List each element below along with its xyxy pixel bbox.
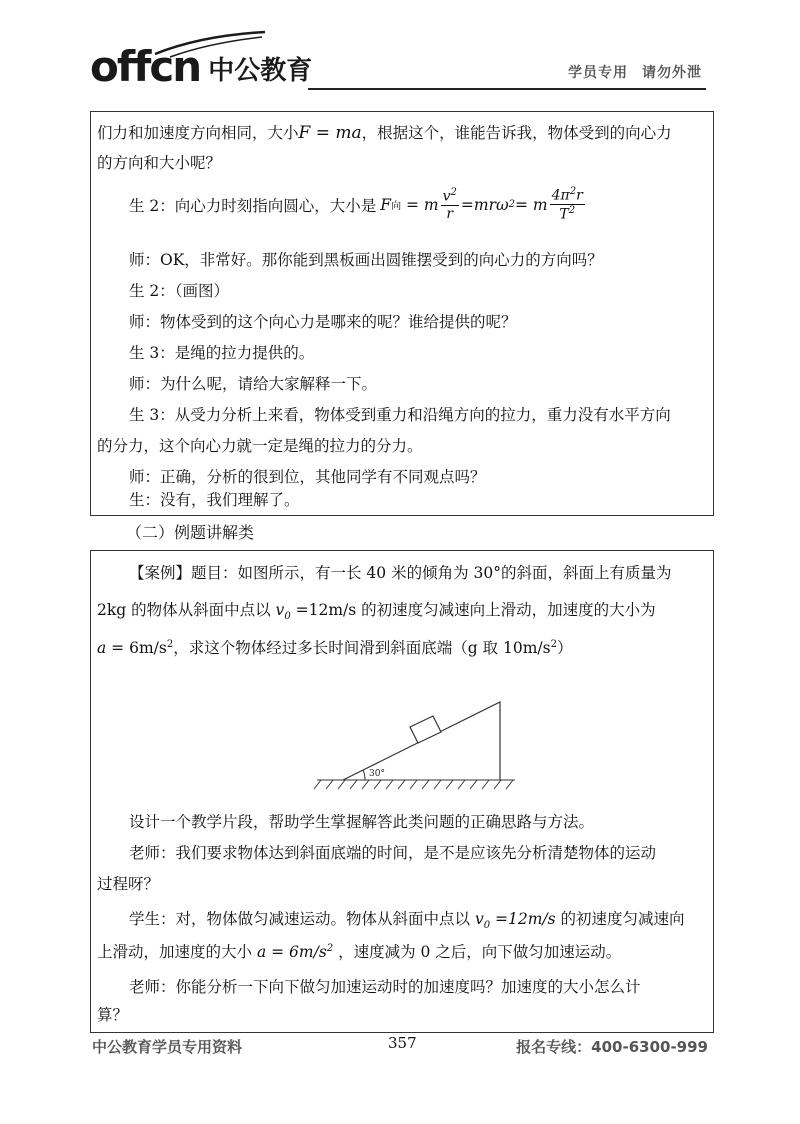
centripetal-formula: F 向 = m $\frac{v^2}{r}$ =mrω 2 = m $\frac{4\pi^2r}{T^2}$ [380,186,583,224]
box1-line-12: 生：没有，我们理解了。 [129,491,300,509]
box1-line-6: 师：物体受到的这个向心力是哪来的呢？谁给提供的呢？ [129,313,517,331]
box1-line-5: 生 2：（画图） [129,282,230,300]
header-tags [568,62,702,82]
section-title: （二）例题讲解类 [126,523,255,542]
box1-line-8: 师：为什么呢，请给大家解释一下。 [129,375,378,393]
box1-line-4: 师：OK，非常好。那你能到黑板画出圆锥摆受到的向心力的方向吗？ [129,251,603,269]
formula-f-ma: F = ma [298,123,362,143]
formula-a: a [97,639,107,657]
box1-line-3: 生 2：向心力时刻指向圆心，大小是 F 向 = m $\frac{v^2}{r}$ =mrω 2 = m $\frac{4\pi^2r}{T^2}$ [129,186,587,224]
box2-line-7: 学生：对，物体做匀减速运动。物体从斜面中点以 $v_0 =12m/s$ 的初速度匀减速向 [129,910,685,932]
box2-line-10: 算？ [97,1006,129,1024]
incline-diagram [225,692,525,797]
box1-line-7: 生 3：是绳的拉力提供的。 [129,344,315,362]
page-header [90,34,706,92]
page-number: 357 [388,1034,417,1052]
box1-line-11: 师：正确，分析的很到位，其他同学有不同观点吗？ [129,468,486,486]
angle-arc [363,770,365,780]
angle-label: 30° [369,769,385,779]
sliding-block [410,716,441,743]
tag-student-only: 学员专用 [568,65,628,81]
footer-hotline: 报名专线：400-6300-999 [516,1038,708,1056]
box2-line-4: 设计一个教学片段，帮助学生掌握解答此类问题的正确思路与方法。 [129,813,595,831]
formula-v0-2: $v_0 =12m/s$ [474,910,556,932]
box1-line-10: 的分力，这个向心力就一定是绳的拉力的分力。 [97,437,423,455]
offcn-logo [90,36,313,91]
logo-swoosh-icon [150,30,270,60]
box2-line-1: 【案例】题目：如图所示，有一长 40 米的倾角为 30°的斜面，斜面上有质量为 [129,564,672,582]
formula-v0: $v_0$ [275,601,291,623]
box2-line-9: 老师：你能分析一下向下做匀加速运动时的加速度吗？加速度的大小怎么计 [129,978,641,996]
footer-left: 中公教育学员专用资料 [92,1038,243,1056]
box2-line-3: $a = 6m/s^2$，求这个物体经过多长时间滑到斜面底端（g 取 $10m/s^2$） [97,638,573,657]
header-divider [308,88,706,90]
ground-hatching [314,780,515,789]
box1-line-9: 生 3：从受力分析上来看，物体受到重力和沿绳方向的拉力，重力没有水平方向 [129,406,671,424]
box2-line-6: 过程呀？ [97,875,160,893]
logo-text-en: offcn [90,42,201,91]
box2-line-5: 老师：我们要求物体达到斜面底端的时间，是不是应该先分析清楚物体的运动 [129,844,657,862]
dialogue-box-1 [90,111,714,516]
logo-text-cn: 中公教育 [208,56,313,86]
box2-line-8: 上滑动，加速度的大小 $a = 6m/s^2$ ，速度减为 0 之后，向下做匀加速运动。 [97,942,622,961]
formula-a-2: $a = 6m/s^2$ [256,942,334,961]
box1-line-1: 们力和加速度方向相同，大小F = ma，根据这个，谁能告诉我，物体受到的向心力 [97,123,672,143]
box1-line-2: 的方向和大小呢？ [97,154,222,172]
box2-line-2: 2kg 的物体从斜面中点以 $v_0 =12m/s$ 的初速度匀减速向上滑动，加速度的大小为 [97,601,656,623]
tag-no-leak: 请勿外泄 [642,65,702,81]
